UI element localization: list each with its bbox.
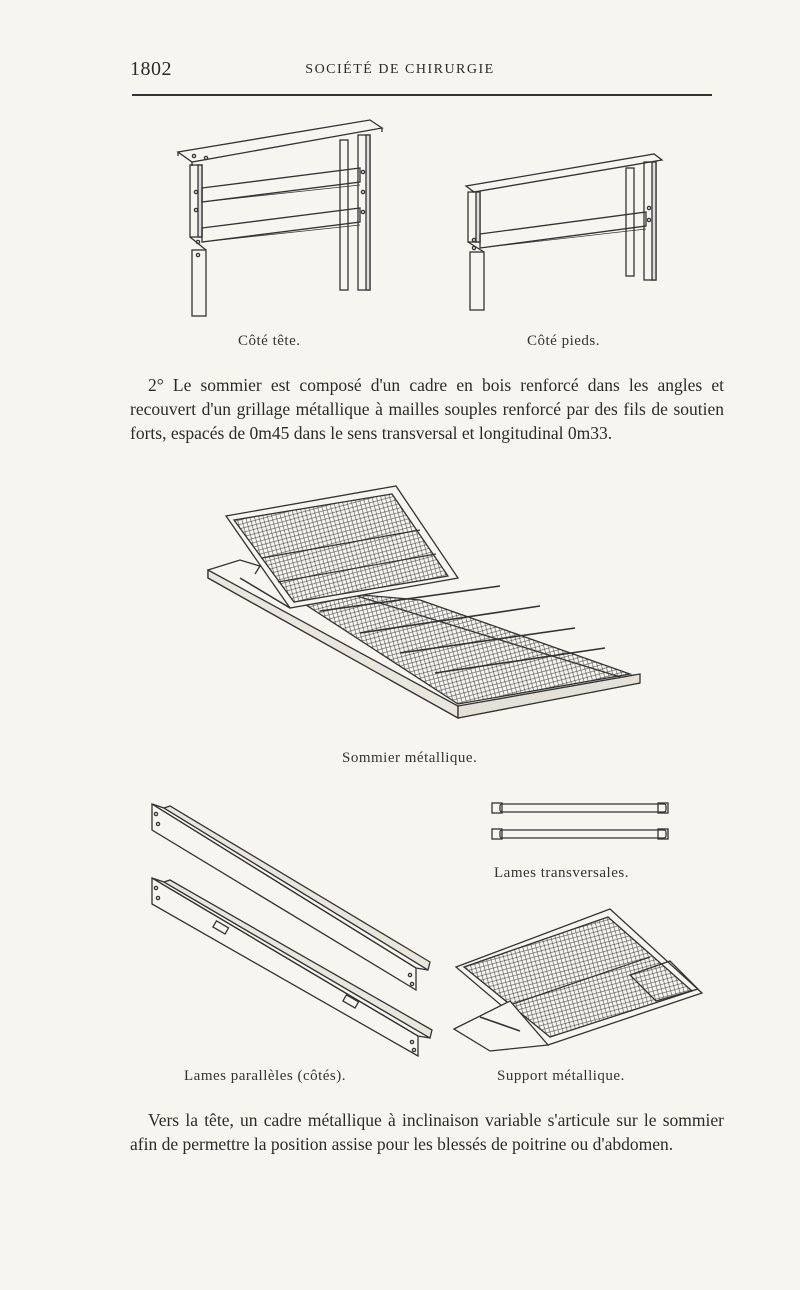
- paragraph-sommier-text: 2° Le sommier est composé d'un cadre en bois renforcé dans les angles et recouvert d'un grillage métallique à mailles souples renforcé par des fils de soutien forts, espacés de 0m45 dans le sens transversal et longitudinal 0m33.: [130, 375, 724, 443]
- header-rule: [132, 94, 712, 96]
- caption-sommier: Sommier métallique.: [342, 750, 478, 766]
- page-number: 1802: [130, 58, 172, 80]
- running-title: SOCIÉTÉ DE CHIRURGIE: [305, 62, 495, 77]
- metal-support-drawing: [450, 905, 710, 1055]
- side-rails-drawing: [148, 800, 438, 1060]
- cross-slats-drawing: [488, 800, 678, 850]
- paragraph-cadre: [130, 1108, 724, 1156]
- paragraph-cadre-text: Vers la tête, un cadre métallique à inclinaison variable s'articule sur le sommier afin de permettre la position assise pour les blessés de poitrine ou d'abdomen.: [130, 1110, 724, 1154]
- paragraph-sommier: [130, 373, 724, 445]
- metal-bed-base-drawing: [200, 478, 650, 743]
- bed-headboard-drawing: [170, 110, 400, 325]
- caption-lames-paralleles: Lames parallèles (côtés).: [184, 1068, 347, 1084]
- caption-cote-pieds: Côté pieds.: [527, 333, 600, 349]
- caption-lames-transversales: Lames transversales.: [494, 865, 629, 881]
- bed-footboard-drawing: [458, 148, 668, 318]
- caption-support: Support métallique.: [497, 1068, 625, 1084]
- caption-cote-tete: Côté tête.: [238, 333, 301, 349]
